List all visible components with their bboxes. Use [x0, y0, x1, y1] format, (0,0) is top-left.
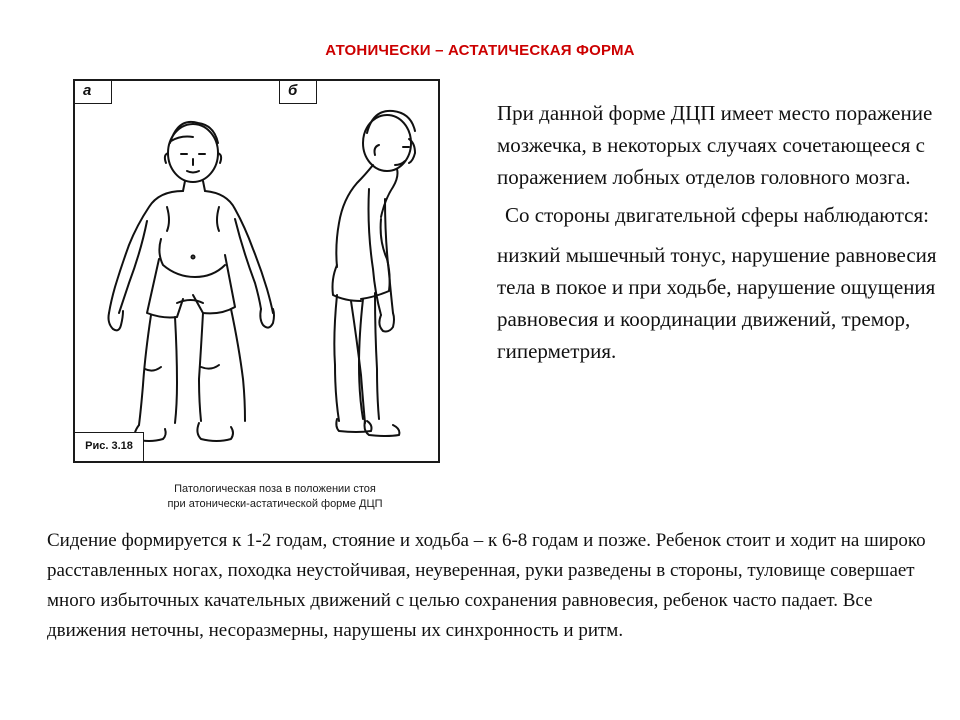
posture-illustration	[75, 81, 438, 461]
child-side-figure	[333, 111, 416, 436]
panel-label-a: а	[74, 80, 112, 104]
child-front-figure	[109, 122, 275, 441]
figure-number: Рис. 3.18	[74, 432, 144, 462]
slide-title: АТОНИЧЕСКИ – АСТАТИЧЕСКАЯ ФОРМА	[325, 42, 635, 59]
figure-caption	[120, 482, 430, 512]
panel-label-b: б	[279, 80, 317, 104]
figure-caption-line1: Патологическая поза в положении стоя	[174, 483, 376, 495]
figure-caption-line2: при атонически-астатической форме ДЦП	[167, 498, 383, 510]
motor-heading: Со стороны двигательной сферы наблюдаются:	[505, 203, 929, 227]
symptoms-paragraph: низкий мышечный тонус, нарушение равновесия тела в покое и при ходьбе, нарушение ощущения равновесия и координации движений, тремор, гиперметрия.	[497, 243, 937, 363]
development-paragraph: Сидение формируется к 1-2 годам, стояние и ходьба – к 6-8 годам и позже. Ребенок стоит и ходит на широко расставленных ногах, походка неустойчивая, неуверенная, руки разведены в стороны, туловище совершает много избыточных качательных движений с целью сохранения равновесия, ребенок часто падает. Все движения неточны, несоразмерны, нарушены их синхронность и ритм.	[47, 530, 926, 641]
figure-frame	[73, 79, 440, 463]
description-block	[497, 97, 937, 367]
intro-paragraph: При данной форме ДЦП имеет место поражение мозжечка, в некоторых случаях сочетающееся с поражением лобных отделов головного мозга.	[497, 101, 933, 189]
